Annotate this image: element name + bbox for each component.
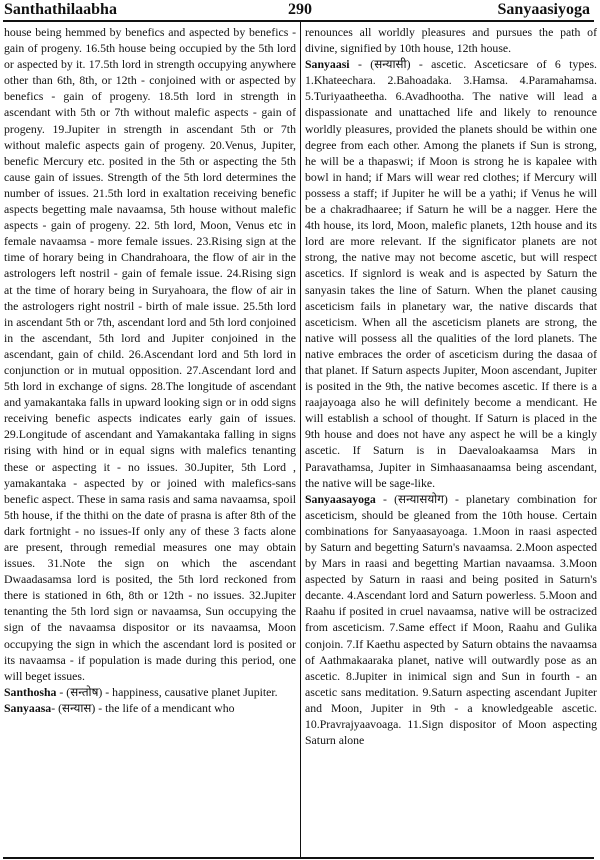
right-column	[305, 24, 597, 856]
entry-sanyaasi	[305, 56, 597, 491]
entry-definition: - (सन्यासयोग) - planetary combination for asceticism, should be gleaned from the 10th house. Certain combinations for Sanyaasayoaga. 1.Moon in raasi aspected by Saturn and begetting Saturn's navaamsa. 2.Moon aspected by Mars in raasi and begetting Martian navaamsa. 3.Moon aspected by Saturn in raasi and being posited in Saturn's decante. 4.Ascendant lord and Saturn powerless. 5.Moon and Raahu if posited in cruel navaamsa, native will be ostracized from asceticism. 7.Same effect if Moon, Raahu and Gulika conjoin. 7.If Kaethu aspected by Saturn obtains the navaamsa of Aathmakaaraka planet, native will outwardly pose as an ascetic. 8.Jupiter in inimical sign and Sun in fourth - an ascetic sans meditation. 9.Saturn aspecting ascendant Jupiter and Moon, Jupiter in 9th - a knowledgeable ascetic. 10.Pravrajyaavoaga. 11.Sign dispositor of Moon aspecting Saturn alone	[305, 491, 597, 748]
entry-definition: - (सन्तोष) - happiness, causative planet Jupiter.	[56, 684, 278, 699]
entry-term: Sanyaasayoga	[305, 491, 376, 506]
entry-sanyaasa	[4, 700, 296, 716]
running-head-left: Santhathilaabha	[4, 1, 117, 18]
running-head-right: Sanyaasiyoga	[497, 1, 590, 18]
entry-definition: - (सन्यास) - the life of a mendicant who	[51, 700, 235, 715]
header-rule	[3, 20, 594, 22]
entry-term: Sanyaasa	[4, 700, 52, 715]
column-divider	[300, 22, 301, 857]
entry-sanyaasayoga	[305, 491, 597, 749]
sanyaasa-continuation-paragraph: renounces all worldly pleasures and pursues the path of divine, signified by 10th house, 12th house.	[305, 25, 597, 56]
footer-rule	[3, 857, 594, 859]
entry-term: Sanyaasi	[305, 57, 350, 72]
page-number: 290	[288, 1, 312, 18]
entry-term: Santhosha	[4, 684, 57, 699]
progeny-continuation-paragraph: house being hemmed by benefics and aspected by benefics - gain of progeny. 16.5th house being occupied by the 5th lord or aspected by it. 17.5th lord in strength occupying anywhere other than 6th, 8th, or 12th - conjoined with or aspected by benefics - gain of progeny. 18.5th lord in strength in ascendant with 5th or 7th without malefic aspects - gain of progeny. 19.Jupiter in strength in ascendant 5th or 7th without malefic aspects gain of progeny. 20.Venus, Jupiter, benefic Mercury etc. posited in the 5th or aspecting the 5th cause gain of issues. Strength of the 5th lord determines the number of issues. 21.5th lord in exaltation receiving benefic aspects begetting male navaamsa, 5th house without malefic aspects - gain of progeny. 22. 5th lord, Moon, Venus etc in female navaamsa - more female issues. 23.Rising sign at the time of horary being in Chandrahoara, the flow of air in the astrologers left nostril - gain of female issue. 24.Rising sign at the time of horary being in Suryahoara, the flow of air in the astrologers right nostril - birth of male issue. 25.5th lord in ascendant 5th or 7th, ascendant lord and 5th lord conjoined in the ascendant, 5th lord and Jupiter conjoined in the ascendant, gain of child. 26.Ascendant lord and 5th lord in conjunction or in mutual opposition. 27.Ascendant lord and 5th lord in exchange of signs. 28.The longitude of ascendant and yamakantaka falls in upward looking sign or in odd signs receiving benefic aspects indicates early gain of issues. 29.Longitude of ascendant and Yamakantaka falling in signs rising with hind or in equal signs with malefics tenanting these or aspecting it - no issues. 30.Jupiter, 5th Lord , yamakantaka - aspected by or joined with malefics-sans benefic aspect. These in sama rasis and sama navaamsa, spoil 5th house, if the thithi on the date of prasna is after 8th of the dark fortnight - no issues-If only any of these 3 facts alone are present, through remedial measures one may obtain issues. 31.Note the sign on which the ascendant Dwaadasamsa lord is posited, the 5th lord reckoned from there is stationed in 6th, 8th or 12th - no issues. 32.Jupiter tenanting the 5th lord sign or navaamsa, Sun occupying the sign of the navaamsa dispositor or its navaamsa, Moon occupying the sign in which the ascendant lord is posited or its navaamsa - if population is made during this period, one will beget issues.	[4, 25, 296, 683]
left-column	[4, 24, 296, 856]
page-header	[0, 0, 600, 22]
entry-santhosha	[4, 684, 296, 700]
entry-definition: - (सन्यासी) - ascetic. Asceticsare of 6 types. 1.Khateechara. 2.Bahoadaka. 3.Hamsa. 4.Paramahamsa. 5.Turiyaatheetha. 6.Avadhootha. The native will lead a dispassionate and unattached life and likely to renounce worldly pleasures, provided the planets should be within one degree from each other. Among the planets if Sun is strong, he will be a thapaswi; if Moon is strong he is kapalee with bowl in hand; if Mars will wear red clothes; if Mercury will possess a staff; if Jupiter he will be a yathi; if Venus he will be a chakradhaaree; if Saturn he will be a nagger. Here the 4th house, its lord, Moon, malefic planets, 12th house and its lord are more relevant. If the significator planets are not strong, the native may not become ascetic, but will respect ascetics. If signlord is weak and is aspected by Saturn the sanyasin takes the line of Saturn. When the planet causing asceticism fails in planetary war, the native discards that asceticism. When all the asceticism planets are strong, the native will possess all the qualities of the lord planets. The native embraces the order of asceticism during the dasaa of that planet. If Saturn aspects Jupiter, Moon ascendant, Jupiter is posited in the 9th, the native becomes ascetic. If there is a raajayoaga also he will definitely become a mendicant. He will establish a school of thought. If Saturn is placed in the 9th house and does not have any aspect he will be a kingly ascetic. If Saturn is in Daevaloakaamsa Mars in Paravathamsa, Jupiter in Simhaasanaamsa being ascendant, the native will be sage-like.	[305, 57, 597, 490]
